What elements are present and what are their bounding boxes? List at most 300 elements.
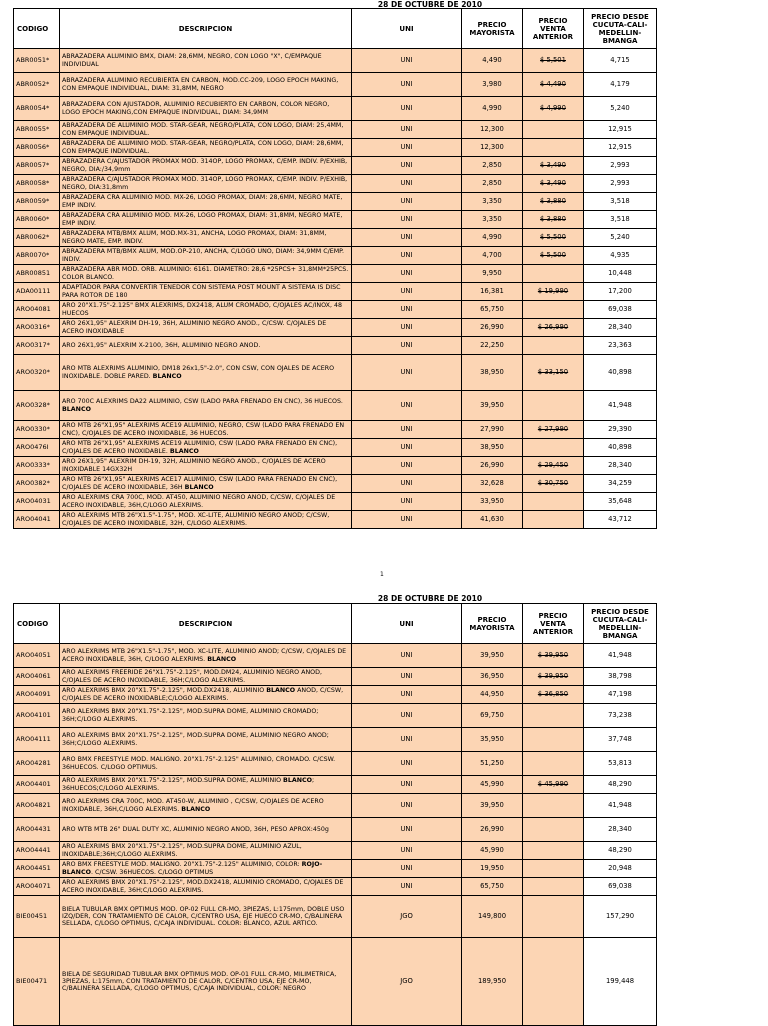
product-code: ABR0059*	[14, 193, 60, 211]
product-description	[60, 301, 352, 319]
table-row	[14, 229, 657, 247]
unit: UNI	[352, 157, 462, 175]
product-description	[60, 493, 352, 511]
product-code: ARO04451	[14, 860, 60, 878]
precio-desde: 48,290	[584, 776, 657, 794]
precio-desde: 47,198	[584, 686, 657, 704]
unit: UNI	[352, 319, 462, 337]
precio-mayorista: 69,750	[462, 704, 523, 728]
table-row	[14, 878, 657, 896]
precio-desde: 29,390	[584, 421, 657, 439]
precio-desde: 43,712	[584, 511, 657, 529]
product-code: ARO04821	[14, 794, 60, 818]
precio-anterior	[523, 818, 584, 842]
table-row	[14, 938, 657, 1026]
precio-desde: 20,948	[584, 860, 657, 878]
table-row	[14, 644, 657, 668]
description-text: ARO ALEXRIMS FREERIDE 26"X1.75"-2.125", MOD.DM24, ALUMINIO NEGRO ANOD, C/OJALES DE ACERO INOXIDABLE, 36H;C/LOGO ALEXRIMS.	[62, 669, 322, 684]
table-row	[14, 686, 657, 704]
precio-desde: 3,518	[584, 193, 657, 211]
unit: JGO	[352, 896, 462, 938]
table-row	[14, 211, 657, 229]
table-row	[14, 511, 657, 529]
unit: UNI	[352, 776, 462, 794]
product-description	[60, 878, 352, 896]
precio-desde: 199,448	[584, 938, 657, 1026]
precio-anterior	[523, 457, 584, 475]
precio-desde: 23,363	[584, 337, 657, 355]
precio-anterior	[523, 896, 584, 938]
product-description	[60, 686, 352, 704]
product-code: ABR0070*	[14, 247, 60, 265]
product-code: ABR0052*	[14, 73, 60, 97]
precio-anterior	[523, 157, 584, 175]
unit: UNI	[352, 175, 462, 193]
precio-mayorista: 3,350	[462, 193, 523, 211]
precio-anterior	[523, 73, 584, 97]
precio-anterior	[523, 421, 584, 439]
precio-anterior	[523, 319, 584, 337]
page-number: 1	[380, 571, 384, 578]
precio-mayorista: 9,950	[462, 265, 523, 283]
precio-desde: 41,948	[584, 644, 657, 668]
precio-mayorista: 2,850	[462, 157, 523, 175]
table-row	[14, 794, 657, 818]
table-row	[14, 139, 657, 157]
product-code: ABR00851	[14, 265, 60, 283]
date-header: 28 DE OCTUBRE DE 2010	[377, 594, 483, 603]
product-description	[60, 794, 352, 818]
precio-desde: 28,340	[584, 319, 657, 337]
description-color-highlight: BLANCO	[62, 405, 91, 413]
precio-mayorista: 4,990	[462, 229, 523, 247]
product-description	[60, 73, 352, 97]
product-description	[60, 860, 352, 878]
precio-desde: 34,259	[584, 475, 657, 493]
precio-desde: 35,648	[584, 493, 657, 511]
precio-desde: 2,993	[584, 157, 657, 175]
precio-anterior	[523, 493, 584, 511]
product-code: ARO0476I	[14, 439, 60, 457]
table-row	[14, 319, 657, 337]
precio-mayorista: 12,300	[462, 139, 523, 157]
product-code: ARO04071	[14, 878, 60, 896]
table-row	[14, 439, 657, 457]
precio-anterior-value: $ 5,501	[540, 55, 566, 64]
product-description	[60, 391, 352, 421]
precio-anterior-value: $ 26,990	[537, 322, 569, 331]
description-text: ARO 700C ALEXRIMS DA22 ALUMINIO, CSW (LADO PARA FRENADO EN CNC), 36 HUECOS.	[62, 398, 343, 406]
product-code: ARO0328*	[14, 391, 60, 421]
precio-anterior-value: $ 5,500	[540, 250, 566, 259]
unit: UNI	[352, 644, 462, 668]
description-text: ABRAZADERA CRA ALUMINIO MOD. MX-26, LOGO PROMAX, DIAM: 31,8MM, NEGRO MATE, EMP INDIV.	[62, 212, 343, 227]
table-row	[14, 157, 657, 175]
product-code: ARO0382*	[14, 475, 60, 493]
description-color-highlight: BLANCO	[207, 655, 237, 663]
description-text: ABRAZADERA MTB/BMX ALUM, MOD.OP-210, ANCHA, C/LOGO UNO, DIAM: 34,9MM C/EMP. INDIV.	[62, 248, 344, 263]
precio-mayorista: 2,850	[462, 175, 523, 193]
precio-anterior	[523, 97, 584, 121]
product-code: ARO0317*	[14, 337, 60, 355]
unit: UNI	[352, 439, 462, 457]
description-color-highlight: BLANCO	[169, 447, 199, 455]
table-row	[14, 283, 657, 301]
product-description	[60, 475, 352, 493]
precio-mayorista: 26,990	[462, 457, 523, 475]
precio-anterior	[523, 265, 584, 283]
table-row	[14, 391, 657, 421]
col-header-precio-mayorista: PRECIO MAYORISTA	[462, 604, 523, 644]
precio-mayorista: 26,990	[462, 818, 523, 842]
unit: UNI	[352, 457, 462, 475]
product-code: ABR0056*	[14, 139, 60, 157]
product-code: ARO04061	[14, 668, 60, 686]
product-description	[60, 265, 352, 283]
description-text: ABRAZADERA DE ALUMINIO MOD. STAR-GEAR, NEGRO/PLATA, CON LOGO, DIAM: 25,4MM, CON EMPAQUE INDIVIDUAL.	[62, 122, 344, 137]
precio-mayorista: 189,950	[462, 938, 523, 1026]
table-row	[14, 704, 657, 728]
product-description	[60, 421, 352, 439]
precio-anterior-value: $ 39,950	[537, 671, 569, 680]
unit: UNI	[352, 391, 462, 421]
product-code: ABR0054*	[14, 97, 60, 121]
precio-desde: 17,200	[584, 283, 657, 301]
table-row	[14, 175, 657, 193]
unit: UNI	[352, 121, 462, 139]
precio-mayorista: 38,950	[462, 355, 523, 391]
product-description	[60, 457, 352, 475]
product-code: ARO04111	[14, 728, 60, 752]
precio-anterior	[523, 49, 584, 73]
product-description	[60, 283, 352, 301]
precio-anterior	[523, 439, 584, 457]
description-text: ARO ALEXRIMS MTB 26"X1.5"-1.75", MOD. XC-LITE, ALUMINIO ANOD; C/CSW, C/OJALES DE ACERO INOXIDABLE, 36H, C/LOGO ALEXRIMS.	[62, 648, 347, 663]
precio-desde: 40,898	[584, 439, 657, 457]
product-description	[60, 704, 352, 728]
precio-mayorista: 4,700	[462, 247, 523, 265]
precio-desde: 41,948	[584, 391, 657, 421]
unit: UNI	[352, 193, 462, 211]
precio-anterior	[523, 704, 584, 728]
unit: UNI	[352, 511, 462, 529]
unit: UNI	[352, 73, 462, 97]
description-text: ABRAZADERA DE ALUMINIO MOD. STAR-GEAR, NEGRO/PLATA, CON LOGO, DIAM: 28,6MM, CON EMPAQUE INDIVIDUAL.	[62, 140, 344, 155]
table-row	[14, 121, 657, 139]
precio-desde: 2,993	[584, 175, 657, 193]
product-description	[60, 175, 352, 193]
precio-desde: 4,935	[584, 247, 657, 265]
product-code: ARO0333*	[14, 457, 60, 475]
product-description	[60, 896, 352, 938]
product-code: ARO0330*	[14, 421, 60, 439]
description-text: ARO 26X1,95" ALEXRIM X-2100, 36H, ALUMINIO NEGRO ANOD.	[62, 341, 261, 349]
precio-anterior-value: $ 3,490	[540, 160, 566, 169]
precio-desde: 4,715	[584, 49, 657, 73]
unit: UNI	[352, 728, 462, 752]
description-text: BIELA DE SEGURIDAD TUBULAR BMX OPTIMUS MOD. OP-01 FULL CR-MO, MILIMETRICA, 3PIEZAS, L:175mm, CON TRATAMIENTO DE CALOR, C/CENTRO USA, EJE CR-MO, C/BALINERA SELLADA, C/LOGO OPTIMUS, C/CAJA INDIVIDUAL, COLOR: NEGRO	[62, 970, 337, 993]
table-row	[14, 193, 657, 211]
product-description	[60, 337, 352, 355]
precio-anterior	[523, 193, 584, 211]
precio-anterior	[523, 229, 584, 247]
precio-anterior	[523, 752, 584, 776]
precio-anterior	[523, 794, 584, 818]
precio-anterior	[523, 511, 584, 529]
product-description	[60, 139, 352, 157]
precio-mayorista: 65,750	[462, 878, 523, 896]
precio-mayorista: 16,381	[462, 283, 523, 301]
precio-anterior-value: $ 45,990	[537, 779, 569, 788]
product-description	[60, 211, 352, 229]
col-header-desc: DESCRIPCION	[60, 604, 352, 644]
precio-anterior	[523, 860, 584, 878]
product-code: ARO04441	[14, 842, 60, 860]
table-row	[14, 668, 657, 686]
description-text: ARO ALEXRIMS BMX 20"X1.75"-2.125", MOD.SUPRA DOME, ALUMINIO	[62, 777, 284, 785]
precio-anterior	[523, 247, 584, 265]
precio-mayorista: 3,980	[462, 73, 523, 97]
precio-anterior	[523, 728, 584, 752]
precio-anterior	[523, 175, 584, 193]
description-text: ARO ALEXRIMS MTB 26"X1.5"-1.75", MOD. XC-LITE, ALUMINIO NEGRO ANOD; C/CSW, C/OJALES DE ACERO INOXIDABLE, 32H, C/LOGO ALEXRIMS.	[62, 512, 330, 527]
precio-desde: 5,240	[584, 97, 657, 121]
precio-mayorista: 26,990	[462, 319, 523, 337]
description-text: ARO MTB 26"X1,95" ALEXRIMS ACE19 ALUMINIO, CSW (LADO PARA FRENADO EN CNC), C/OJALES DE ACERO INOXIDABLE.	[62, 440, 338, 455]
table-row	[14, 776, 657, 794]
precio-mayorista: 32,628	[462, 475, 523, 493]
unit: UNI	[352, 355, 462, 391]
description-color-highlight: BLANCO	[181, 805, 211, 813]
product-description	[60, 511, 352, 529]
product-code: ABR0051*	[14, 49, 60, 73]
precio-desde: 41,948	[584, 794, 657, 818]
unit: UNI	[352, 878, 462, 896]
unit: UNI	[352, 794, 462, 818]
description-text: ARO ALEXRIMS BMX 20"X1.75"-2.125", MOD.SUPRA DOME, ALUMINIO NEGRO ANOD; 36H;C/LOGO ALEXRIMS.	[62, 732, 329, 747]
unit: UNI	[352, 301, 462, 319]
precio-anterior-value: $ 27,990	[537, 424, 569, 433]
precio-desde: 4,179	[584, 73, 657, 97]
unit: UNI	[352, 860, 462, 878]
precio-anterior	[523, 121, 584, 139]
precio-anterior	[523, 668, 584, 686]
precio-mayorista: 22,250	[462, 337, 523, 355]
description-color-highlight: BLANCO	[184, 483, 214, 491]
description-text: ARO MTB ALEXRIMS ALUMINIO, DM18 26x1,5"-2.0", CON CSW, CON OJALES DE ACERO INOXIDABLE. DOBLE PARED.	[62, 365, 335, 380]
description-color-highlight: ROJO-BLANCO	[62, 861, 323, 876]
precio-mayorista: 3,350	[462, 211, 523, 229]
description-text: ABRAZADERA C/AJUSTADOR PROMAX MOD. 314OP, LOGO PROMAX, C/EMP. INDIV. P/EXHIB, NEGRO, DIA:/34,9mm	[62, 158, 348, 173]
description-text: ARO 26X1,95" ALEXRIM DH-19, 32H, ALUMINIO NEGRO ANOD., C/OJALES DE ACERO INOXIDABLE 14GX32H	[62, 458, 326, 473]
table-row	[14, 421, 657, 439]
precio-mayorista: 35,950	[462, 728, 523, 752]
col-header-precio-desde: PRECIO DESDE CUCUTA-CALI-MEDELLIN-BMANGA	[584, 604, 657, 644]
precio-mayorista: 36,950	[462, 668, 523, 686]
product-description	[60, 121, 352, 139]
product-code: ABR0058*	[14, 175, 60, 193]
description-text: ARO ALEXRIMS BMX 20"X1.75"-2.125", MOD.DX2418, ALUMINIO	[62, 687, 267, 695]
product-code: ADA00111	[14, 283, 60, 301]
precio-desde: 38,798	[584, 668, 657, 686]
unit: UNI	[352, 97, 462, 121]
unit: UNI	[352, 493, 462, 511]
product-description	[60, 728, 352, 752]
precio-anterior	[523, 686, 584, 704]
col-header-code: CODIGO	[14, 604, 60, 644]
precio-desde: 40,898	[584, 355, 657, 391]
table-row	[14, 355, 657, 391]
precio-desde: 69,038	[584, 878, 657, 896]
unit: UNI	[352, 247, 462, 265]
table-row	[14, 301, 657, 319]
description-text: ARO BMX FREESTYLE MOD. MALIGNO. 20"X1.75"-2.125" ALUMINIO, COLOR:	[62, 861, 302, 869]
col-header-code: CODIGO	[14, 9, 60, 49]
precio-anterior-value: $ 29,450	[537, 460, 569, 469]
table-body	[14, 49, 657, 529]
description-text: ARO WTB MTB 26" DUAL DUTY XC, ALUMINIO NEGRO ANOD, 36H, PESO APROX:450g	[62, 825, 329, 833]
product-description	[60, 193, 352, 211]
description-text-continued: . C/CSW. 36HUECOS. C/LOGO OPTIMUS	[90, 868, 214, 876]
precio-desde: 37,748	[584, 728, 657, 752]
description-text: ABRAZADERA CRA ALUMINIO MOD. MX-26, LOGO PROMAX, DIAM: 28,6MM, NEGRO MATE, EMP INDIV.	[62, 194, 343, 209]
unit: UNI	[352, 49, 462, 73]
unit: UNI	[352, 752, 462, 776]
description-text: ABRAZADERA ABR MOD. ORB. ALUMINIO: 6161. DIAMETRO: 28,6 *25PCS+ 31,8MM*25PCS. COLOR BLANCO.	[62, 266, 349, 281]
precio-anterior-value: $ 39,950	[537, 650, 569, 659]
precio-anterior-value: $ 5,500	[540, 232, 566, 241]
precio-anterior	[523, 139, 584, 157]
header-row	[14, 604, 657, 644]
precio-anterior	[523, 938, 584, 1026]
product-code: ARO04431	[14, 818, 60, 842]
description-text: ARO ALEXRIMS BMX 20"X1.75"-2.125", MOD.SUPRA DOME, ALUMINIO AZUL, INOXIDABLE;36H;C/LOGO ALEXRIMS.	[62, 843, 302, 858]
precio-mayorista: 41,630	[462, 511, 523, 529]
col-header-precio-mayorista: PRECIO MAYORISTA	[462, 9, 523, 49]
description-text: ARO 20"X1.75"-2.125" BMX ALEXRIMS, DX2418, ALUM CROMADO, C/OJALES AC/INOX, 48 HUECOS	[62, 302, 343, 317]
product-code: ARO04401	[14, 776, 60, 794]
product-description	[60, 439, 352, 457]
product-description	[60, 752, 352, 776]
description-text: ARO ALEXRIMS BMX 20"X1.75"-2.125", MOD.SUPRA DOME, ALUMINIO CROMADO; 36H;C/LOGO ALEXRIMS.	[62, 708, 319, 723]
product-description	[60, 97, 352, 121]
table-row	[14, 247, 657, 265]
product-description	[60, 818, 352, 842]
description-text: ARO MTB 26"X1,95" ALEXRIMS ACE19 ALUMINIO, NEGRO, CSW (LADO PARA FRENADO EN CNC), C/OJALES DE ACERO INOXIDABLE, 36 HUECOS.	[62, 422, 345, 437]
precio-mayorista: 33,950	[462, 493, 523, 511]
unit: UNI	[352, 421, 462, 439]
product-code: BIE00471	[14, 938, 60, 1026]
product-description	[60, 938, 352, 1026]
product-description	[60, 668, 352, 686]
precio-mayorista: 65,750	[462, 301, 523, 319]
precio-anterior	[523, 878, 584, 896]
table-row	[14, 457, 657, 475]
precio-desde: 5,240	[584, 229, 657, 247]
product-description	[60, 49, 352, 73]
description-text: ABRAZADERA ALUMINIO RECUBIERTA EN CARBON, MOD.CC-209, LOGO EPOCH MAKING, CON EMPAQUE INDIVIDUAL, DIAM: 31,8MM, NEGRO	[62, 77, 339, 92]
description-text: ARO ALEXRIMS CRA 700C, MOD. AT450, ALUMINIO NEGRO ANOD, C/CSW, C/OJALES DE ACERO INOXIDABLE, 36H,C/LOGO ALEXRIMS.	[62, 494, 336, 509]
precio-desde: 69,038	[584, 301, 657, 319]
description-text-continued: ; 36HUECOS;C/LOGO ALEXRIMS.	[62, 777, 315, 792]
description-color-highlight: BLANCO	[152, 372, 182, 380]
unit: UNI	[352, 139, 462, 157]
product-description	[60, 247, 352, 265]
precio-desde: 3,518	[584, 211, 657, 229]
precio-mayorista: 45,990	[462, 776, 523, 794]
product-code: ARO0320*	[14, 355, 60, 391]
table-row	[14, 49, 657, 73]
precio-anterior-value: $ 30,750	[537, 478, 569, 487]
table-row	[14, 860, 657, 878]
unit: UNI	[352, 842, 462, 860]
date-header: 28 DE OCTUBRE DE 2010	[377, 0, 483, 9]
table-row	[14, 818, 657, 842]
table-row	[14, 752, 657, 776]
unit: UNI	[352, 265, 462, 283]
description-text: ARO BMX FREESTYLE MOD. MALIGNO. 20"X1.75"-2.125" ALUMINIO, CROMADO. C/CSW. 36HUECOS. C/LOGO OPTIMUS.	[62, 756, 336, 771]
table-body	[14, 644, 657, 1026]
description-text: ARO 26X1,95" ALEXRIM DH-19, 36H, ALUMINIO NEGRO ANOD., C/CSW. C/OJALES DE ACERO INOXIDABLE	[62, 320, 327, 335]
unit: UNI	[352, 686, 462, 704]
unit: UNI	[352, 704, 462, 728]
col-header-precio-anterior: PRECIO VENTA ANTERIOR	[523, 604, 584, 644]
precio-desde: 53,813	[584, 752, 657, 776]
description-text: ABRAZADERA C/AJUSTADOR PROMAX MOD. 314OP, LOGO PROMAX, C/EMP. INDIV. P/EXHIB, NEGRO, DIA:31,8mm	[62, 176, 348, 191]
product-description	[60, 776, 352, 794]
product-code: ARO04081	[14, 301, 60, 319]
precio-anterior-value: $ 4,990	[540, 103, 566, 112]
col-header-precio-desde: PRECIO DESDE CUCUTA-CALI-MEDELLIN-BMANGA	[584, 9, 657, 49]
unit: UNI	[352, 475, 462, 493]
product-description	[60, 229, 352, 247]
precio-anterior	[523, 391, 584, 421]
unit: UNI	[352, 229, 462, 247]
precio-anterior	[523, 211, 584, 229]
product-code: ARO04091	[14, 686, 60, 704]
product-description	[60, 355, 352, 391]
unit: UNI	[352, 818, 462, 842]
table-row	[14, 475, 657, 493]
description-text: ADAPTADOR PARA CONVERTIR TENEDOR CON SISTEMA POST MOUNT A SISTEMA IS DISC PARA ROTOR DE 180	[62, 284, 341, 299]
precio-mayorista: 51,250	[462, 752, 523, 776]
precio-anterior	[523, 355, 584, 391]
table-row	[14, 896, 657, 938]
table-row	[14, 728, 657, 752]
precio-mayorista: 27,990	[462, 421, 523, 439]
precio-anterior-value: $ 36,850	[537, 689, 569, 698]
precio-desde: 12,915	[584, 121, 657, 139]
table-row	[14, 842, 657, 860]
precio-anterior	[523, 842, 584, 860]
col-header-uni: UNI	[352, 9, 462, 49]
col-header-desc: DESCRIPCION	[60, 9, 352, 49]
precio-anterior	[523, 337, 584, 355]
table-row	[14, 337, 657, 355]
precio-desde: 48,290	[584, 842, 657, 860]
precio-mayorista: 12,300	[462, 121, 523, 139]
description-text-continued: ANOD, C/CSW, C/OJALES DE ACERO INOXIDABLE;C/LOGO ALEXRIMS.	[62, 687, 344, 702]
price-table	[13, 8, 657, 529]
description-color-highlight: BLANCO	[266, 687, 296, 695]
table-row	[14, 265, 657, 283]
precio-mayorista: 44,950	[462, 686, 523, 704]
table-row	[14, 73, 657, 97]
product-description	[60, 157, 352, 175]
product-code: ARO04041	[14, 511, 60, 529]
precio-anterior	[523, 776, 584, 794]
precio-anterior-value: $ 3,880	[540, 214, 566, 223]
